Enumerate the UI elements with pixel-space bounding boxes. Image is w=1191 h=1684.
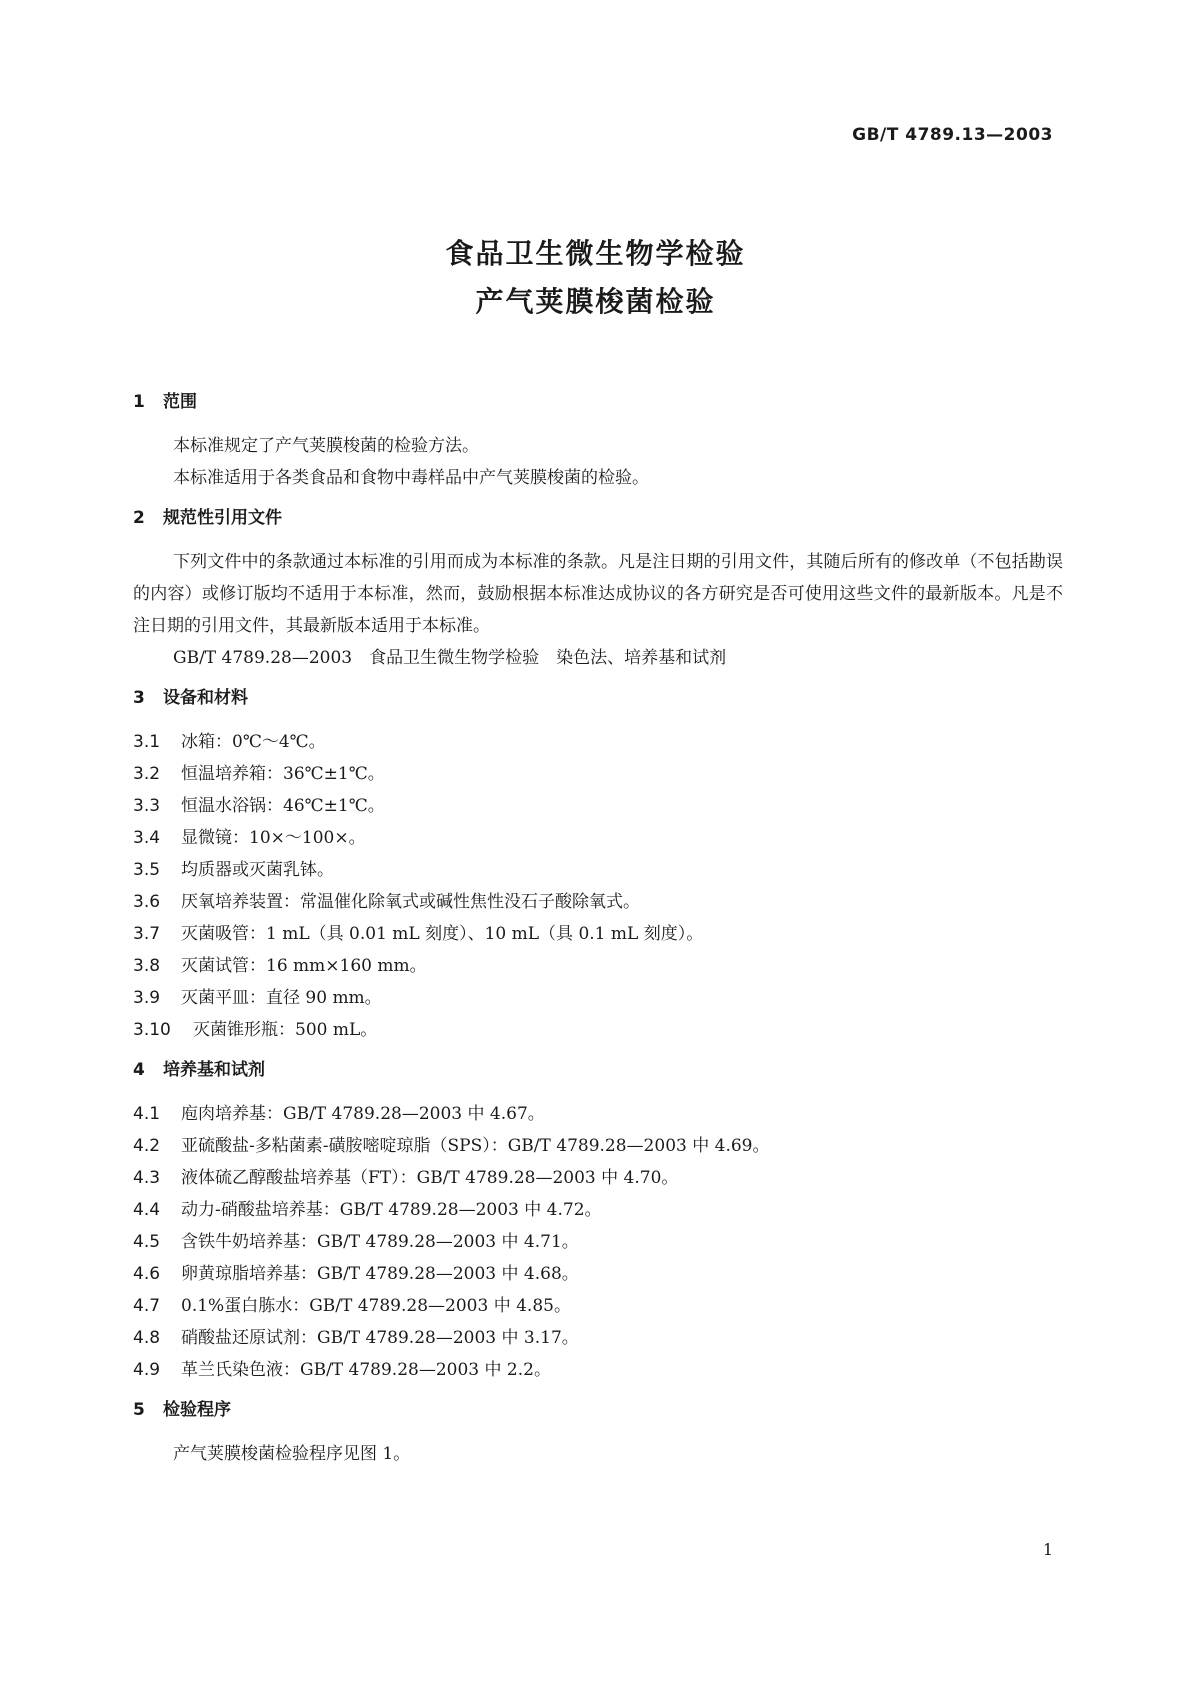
- section-title: 范围: [163, 392, 197, 412]
- item-text: 灭菌平皿：直径 90 mm。: [181, 988, 382, 1008]
- item-text: 0.1%蛋白胨水：GB/T 4789.28—2003 中 4.85。: [181, 1296, 571, 1316]
- item-text: 灭菌锥形瓶：500 mL。: [193, 1020, 378, 1040]
- section-heading-procedure: [133, 1396, 1063, 1424]
- item-text: 含铁牛奶培养基：GB/T 4789.28—2003 中 4.71。: [181, 1232, 579, 1252]
- item-number: 4.4: [133, 1200, 161, 1220]
- list-item: [133, 1162, 1063, 1194]
- list-item: [133, 1354, 1063, 1386]
- section-heading-equipment: [133, 684, 1063, 712]
- list-item: [133, 1322, 1063, 1354]
- item-number: 4.3: [133, 1168, 161, 1188]
- list-item: [133, 1130, 1063, 1162]
- section-number: 5: [133, 1400, 145, 1420]
- list-item: [133, 758, 1063, 790]
- list-item: [133, 1258, 1063, 1290]
- item-number: 3.4: [133, 828, 161, 848]
- section-title: 检验程序: [163, 1400, 231, 1420]
- section-number: 4: [133, 1060, 145, 1080]
- page-number: 1: [1042, 1540, 1053, 1559]
- item-number: 4.5: [133, 1232, 161, 1252]
- item-text: 亚硫酸盐-多粘菌素-磺胺嘧啶琼脂（SPS）：GB/T 4789.28—2003 中 4.69。: [181, 1136, 770, 1156]
- item-text: 灭菌试管：16 mm×160 mm。: [181, 956, 427, 976]
- paragraph: 产气荚膜梭菌检验程序见图 1。: [173, 1444, 411, 1464]
- section-title: 培养基和试剂: [163, 1060, 265, 1080]
- item-text: 灭菌吸管：1 mL（具 0.01 mL 刻度）、10 mL（具 0.1 mL 刻度）。: [181, 924, 704, 944]
- item-number: 3.10: [133, 1020, 171, 1040]
- section-number: 1: [133, 392, 145, 412]
- list-item: [133, 1194, 1063, 1226]
- list-item: [133, 918, 1063, 950]
- section-title: 规范性引用文件: [163, 508, 282, 528]
- section-heading-normative-references: [133, 504, 1063, 532]
- item-text: 恒温水浴锅：46℃±1℃。: [181, 796, 385, 816]
- item-text: 动力-硝酸盐培养基：GB/T 4789.28—2003 中 4.72。: [181, 1200, 602, 1220]
- item-text: 革兰氏染色液：GB/T 4789.28—2003 中 2.2。: [181, 1360, 551, 1380]
- list-item: [133, 854, 1063, 886]
- list-item: [133, 790, 1063, 822]
- list-item: [133, 886, 1063, 918]
- section-title: 设备和材料: [163, 688, 248, 708]
- item-text: 液体硫乙醇酸盐培养基（FT）：GB/T 4789.28—2003 中 4.70。: [181, 1168, 679, 1188]
- item-number: 4.8: [133, 1328, 161, 1348]
- item-number: 3.1: [133, 732, 161, 752]
- item-text: 冰箱：0℃～4℃。: [181, 732, 326, 752]
- paragraph: 本标准规定了产气荚膜梭菌的检验方法。: [173, 436, 479, 456]
- reference-entry: GB/T 4789.28—2003 食品卫生微生物学检验 染色法、培养基和试剂: [173, 648, 727, 668]
- list-item: [133, 982, 1063, 1014]
- list-item: [133, 950, 1063, 982]
- section-heading-media-reagents: [133, 1056, 1063, 1084]
- section-number: 3: [133, 688, 145, 708]
- item-text: 显微镜：10×～100×。: [181, 828, 366, 848]
- document-title-line1: 食品卫生微生物学检验: [445, 237, 746, 270]
- item-number: 4.2: [133, 1136, 161, 1156]
- item-number: 3.7: [133, 924, 161, 944]
- list-item: [133, 1226, 1063, 1258]
- item-text: 厌氧培养装置：常温催化除氧式或碱性焦性没石子酸除氧式。: [181, 892, 640, 912]
- item-number: 3.2: [133, 764, 161, 784]
- item-text: 硝酸盐还原试剂：GB/T 4789.28—2003 中 3.17。: [181, 1328, 579, 1348]
- item-text: 庖肉培养基：GB/T 4789.28—2003 中 4.67。: [181, 1104, 545, 1124]
- standard-code: GB/T 4789.13—2003: [852, 125, 1053, 145]
- list-item: [133, 726, 1063, 758]
- paragraph: 本标准适用于各类食品和食物中毒样品中产气荚膜梭菌的检验。: [173, 468, 649, 488]
- list-item: [133, 1290, 1063, 1322]
- item-number: 3.3: [133, 796, 161, 816]
- document-body: [133, 388, 1063, 1470]
- list-item: [133, 1014, 1063, 1046]
- item-number: 3.9: [133, 988, 161, 1008]
- section-number: 2: [133, 508, 145, 528]
- paragraph: 下列文件中的条款通过本标准的引用而成为本标准的条款。凡是注日期的引用文件，其随后所有的修改单（不包括勘误的内容）或修订版均不适用于本标准，然而，鼓励根据本标准达成协议的各方研究是否可使用这些文件的最新版本。凡是不注日期的引用文件，其最新版本适用于本标准。: [133, 552, 1063, 636]
- item-text: 恒温培养箱：36℃±1℃。: [181, 764, 385, 784]
- item-number: 3.8: [133, 956, 161, 976]
- list-item: [133, 822, 1063, 854]
- item-text: 均质器或灭菌乳钵。: [181, 860, 334, 880]
- item-text: 卵黄琼脂培养基：GB/T 4789.28—2003 中 4.68。: [181, 1264, 579, 1284]
- item-number: 4.1: [133, 1104, 161, 1124]
- list-item: [133, 1098, 1063, 1130]
- item-number: 4.6: [133, 1264, 161, 1284]
- item-number: 3.6: [133, 892, 161, 912]
- item-number: 4.9: [133, 1360, 161, 1380]
- item-number: 4.7: [133, 1296, 161, 1316]
- item-number: 3.5: [133, 860, 161, 880]
- document-title-line2: 产气荚膜梭菌检验: [475, 285, 716, 318]
- section-heading-scope: [133, 388, 1063, 416]
